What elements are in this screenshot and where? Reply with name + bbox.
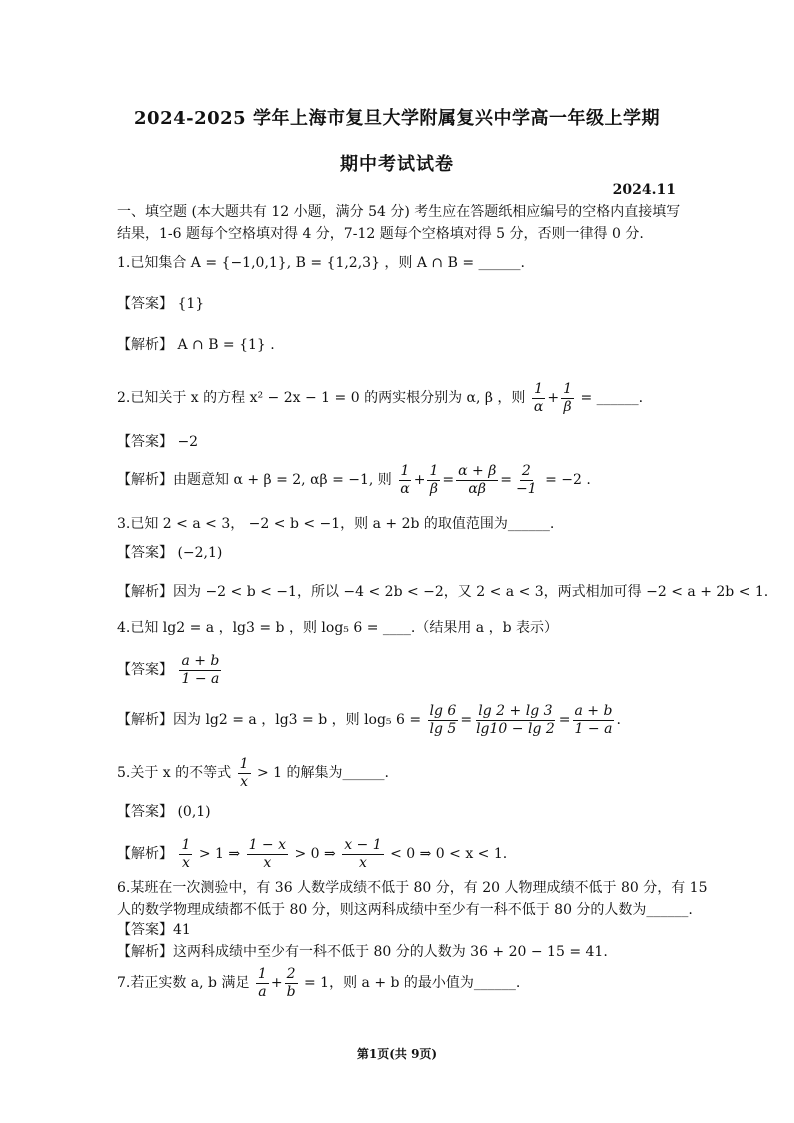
section-instructions-line2: 结果，1-6 题每个空格填对得 4 分，7-12 题每个空格填对得 5 分，否则一律得 0 分.: [117, 226, 644, 242]
answer-1: 【答案】 {1}: [117, 296, 205, 312]
question-2-text: 2.已知关于 x 的方程 x² − 2x − 1 = 0 的两实根分别为 α, β ，则: [117, 390, 526, 406]
fraction: $\frac{2}{-1}$: [516, 462, 537, 497]
fraction: $\frac{a + b}{1 - a}$: [181, 652, 220, 687]
question-5: 5.关于 x 的不等式 $\frac{1}{x}$ > 1 的解集为______.: [117, 755, 389, 790]
exam-title: 2024-2025 学年上海市复旦大学附属复兴中学高一年级上学期: [134, 108, 660, 129]
fraction: $\frac{1 - x}{x}$: [248, 836, 286, 871]
fraction: $\frac{x - 1}{x}$: [344, 836, 382, 871]
question-2: 2.已知关于 x 的方程 x² − 2x − 1 = 0 的两实根分别为 α, β ，则 $\frac{1}{\alpha}$ + $\frac{1}{\beta}$ = ______.: [117, 380, 644, 415]
answer-3: 【答案】 (−2,1): [117, 545, 223, 561]
question-6-line1: 6.某班在一次测验中，有 36 人数学成绩不低于 80 分，有 20 人物理成绩不低于 80 分，有 15: [117, 880, 708, 896]
fraction: $\frac{2}{b}$: [286, 965, 296, 1000]
section-instructions-line1: 一、填空题 (本大题共有 12 小题，满分 54 分) 考生应在答题纸相应编号的空格内直接填写: [117, 204, 681, 220]
question-6-line2: 人的数学物理成绩都不低于 80 分，则这两科成绩中至少有一科不低于 80 分的人数为______.: [117, 902, 693, 918]
exam-date: 2024.11: [612, 182, 676, 198]
answer-2: 【答案】 −2: [117, 434, 199, 450]
fraction: $\frac{1}{a}$: [257, 965, 267, 1000]
fraction: $\frac{1}{\alpha}$: [400, 462, 410, 497]
fraction: $\frac{\lg 6}{\lg 5}$: [429, 702, 457, 737]
answer-4: 【答案】 $\frac{a + b}{1 - a}$: [117, 652, 220, 687]
question-1: 1.已知集合 A = {−1,0,1}, B = {1,2,3} ，则 A ∩ B = ______.: [117, 255, 525, 271]
analysis-2-tail: = −2 .: [545, 472, 591, 488]
question-2-tail: = ______.: [580, 390, 644, 406]
fraction: $\frac{1}{\beta}$: [429, 462, 439, 497]
page-footer: 第1页(共 9页): [356, 1047, 438, 1061]
fraction: $\frac{1}{x}$: [181, 836, 191, 871]
fraction: $\frac{1}{\beta}$: [563, 380, 572, 415]
analysis-6: 【解析】这两科成绩中至少有一科不低于 80 分的人数为 36 + 20 − 15 = 41.: [117, 944, 608, 960]
question-4: 4.已知 lg2 = a ，lg3 = b ，则 log₅ 6 = ____.（结果用 a ，b 表示）: [117, 620, 558, 636]
fraction: $\frac{1}{x}$: [239, 755, 249, 790]
analysis-5: 【解析】 $\frac{1}{x}$ > 1 ⇒ $\frac{1 - x}{x}$ > 0 ⇒ $\frac{x - 1}{x}$ < 0 ⇒ 0 < x < 1.: [117, 836, 508, 871]
fraction: $\frac{1}{\alpha}$: [533, 380, 544, 415]
fraction: $\frac{\alpha + \beta}{\alpha\beta}$: [458, 462, 497, 497]
question-3: 3.已知 2 < a < 3， −2 < b < −1，则 a + 2b 的取值范围为______.: [117, 516, 555, 532]
answer-6: 【答案】41: [117, 922, 191, 938]
exam-subtitle: 期中考试试卷: [340, 154, 454, 175]
analysis-4: 【解析】因为 lg2 = a ，lg3 = b ，则 log₅ 6 = $\frac{\lg 6}{\lg 5}$ = $\frac{\lg 2 + \lg 3}{\lg 10 - \lg 2}$ = $\frac{a + b}{1 - a}$ .: [117, 702, 621, 737]
fraction: $\frac{\lg 2 + \lg 3}{\lg 10 - \lg 2}$: [476, 702, 555, 737]
analysis-2: 【解析】由题意知 α + β = 2, αβ = −1, 则 $\frac{1}{\alpha}$ + $\frac{1}{\beta}$ = $\frac{\alpha + \beta}{\alpha\beta}$ = $\frac{2}{-1}$ = −2 .: [117, 462, 591, 497]
answer-5: 【答案】 (0,1): [117, 804, 211, 820]
fraction: $\frac{a + b}{1 - a}$: [574, 702, 613, 737]
analysis-2-text: 【解析】由题意知 α + β = 2, αβ = −1, 则: [117, 472, 392, 488]
analysis-1: 【解析】 A ∩ B = {1} .: [117, 337, 275, 353]
analysis-3: 【解析】因为 −2 < b < −1，所以 −4 < 2b < −2，又 2 < a < 3，两式相加可得 −2 < a + 2b < 1.: [117, 584, 769, 600]
question-7: 7.若正实数 a, b 满足 $\frac{1}{a}$ + $\frac{2}{b}$ = 1，则 a + b 的最小值为______.: [117, 965, 521, 1000]
